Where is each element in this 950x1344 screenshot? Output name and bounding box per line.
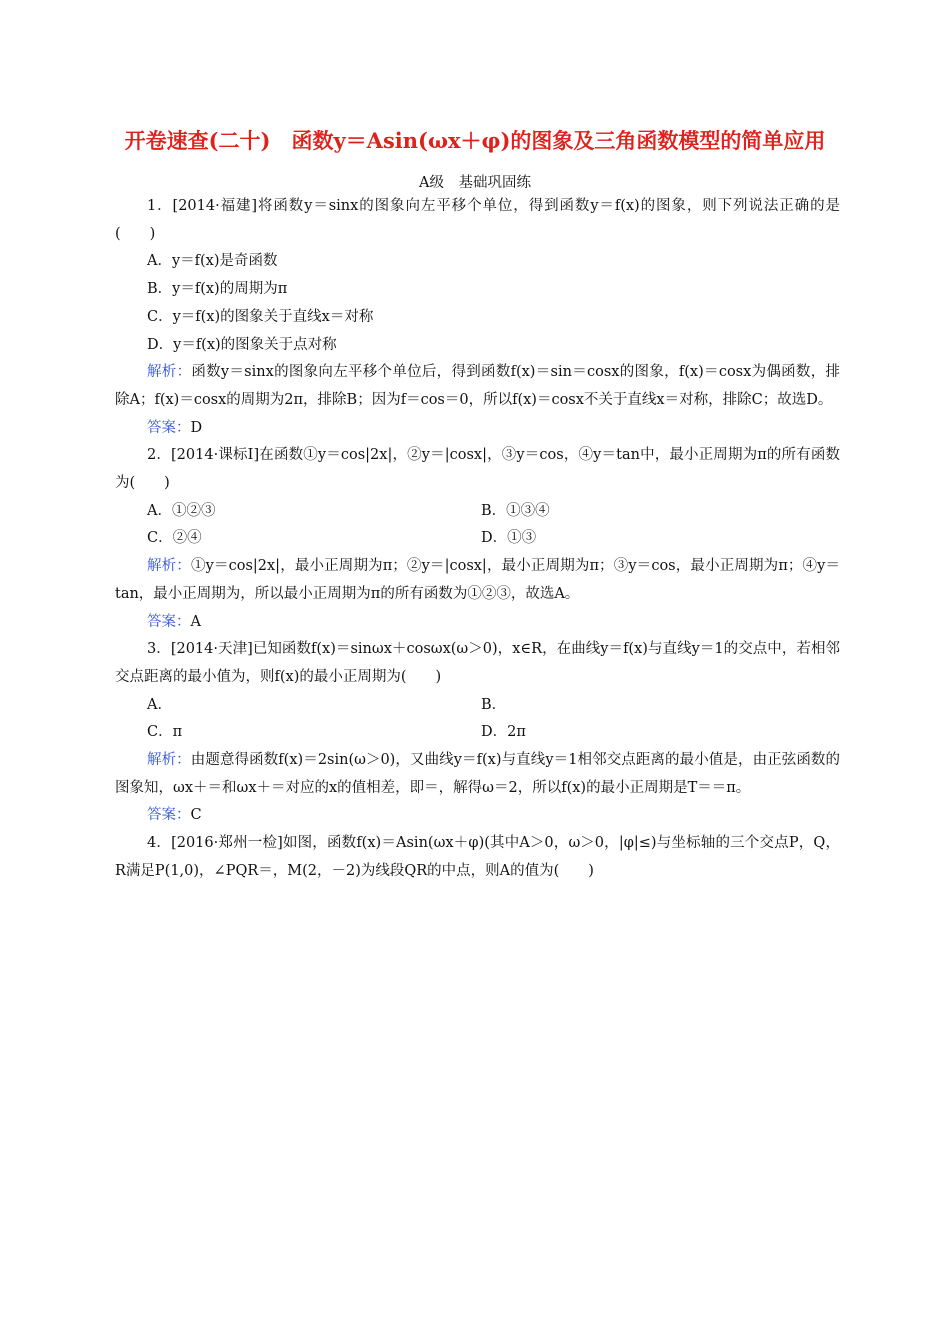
- analysis-text: 由题意得函数f(x)＝2sin(ω＞0)，又曲线y＝f(x)与直线y＝1相邻交点距离的最小值是，由正弦函数的图象知，ωx＋＝和ωx＋＝对应的x的值相差，即＝，解得ω＝2，所以f(x)的最小正周期是T＝＝π。: [115, 752, 841, 796]
- answer-value: C: [190, 807, 202, 824]
- analysis-label: 解析：: [147, 364, 192, 381]
- analysis-text: 函数y＝sinx的图象向左平移个单位后，得到函数f(x)＝sin＝cosx的图象，f(x)＝cosx为偶函数，排除A；f(x)＝cosx的周期为2π，排除B；因为f＝cos＝0，所以f(x)＝cosx不关于直线x＝对称，排除C；故选D。: [115, 364, 841, 408]
- question-1-answer: [115, 415, 840, 443]
- answer-value: A: [190, 613, 201, 630]
- q2-options-row-2: [115, 525, 840, 553]
- document-body: [115, 193, 840, 886]
- answer-label: 答案：: [147, 613, 191, 630]
- answer-label: 答案：: [147, 807, 191, 824]
- question-2-stem: 2．[2014·课标Ⅰ]在函数①y＝cos|2x|，②y＝|cosx|，③y＝cos，④y＝tan中，最小正周期为π的所有函数为( ): [115, 447, 840, 492]
- analysis-label: 解析：: [147, 558, 191, 575]
- question-2-analysis: [115, 553, 840, 608]
- section-heading: A级 基础巩固练: [419, 175, 531, 191]
- q3-options-row-2: [115, 719, 840, 747]
- q1-option-b: B．y＝f(x)的周期为π: [147, 281, 288, 298]
- q3-options-row-1: [115, 692, 840, 720]
- q3-option-b: B．: [481, 696, 507, 713]
- q3-option-a: A．: [147, 696, 172, 713]
- page-title: 开卷速查(二十) 函数y＝Asin(ωx＋φ)的图象及三角函数模型的简单应用: [124, 128, 826, 153]
- answer-label: 答案：: [147, 419, 191, 436]
- analysis-text: ①y＝cos|2x|，最小正周期为π；②y＝|cosx|，最小正周期为π；③y＝cos，最小正周期为π；④y＝tan，最小正周期为，所以最小正周期为π的所有函数为①②③，故选A。: [115, 558, 840, 602]
- analysis-label: 解析：: [147, 752, 191, 769]
- question-1-stem: 1．[2014·福建]将函数y＝sinx的图象向左平移个单位，得到函数y＝f(x)的图象，则下列说法正确的是( ): [115, 198, 840, 242]
- q1-option-c: C．y＝f(x)的图象关于直线x＝对称: [147, 308, 374, 325]
- question-3-answer: [115, 802, 840, 830]
- q1-option-d: D．y＝f(x)的图象关于点对称: [147, 336, 337, 353]
- question-4-stem: 4．[2016·郑州一检]如图，函数f(x)＝Asin(ωx＋φ)(其中A＞0，ω＞0，|φ|≤)与坐标轴的三个交点P，Q，R满足P(1,0)，∠PQR＝，M(2，－2)为线段QR的中点，则A的值为( ): [115, 835, 840, 879]
- question-3-analysis: [115, 747, 840, 802]
- question-1-analysis: [115, 359, 840, 414]
- q2-option-b: B．①③④: [481, 502, 550, 519]
- q1-option-a: A．y＝f(x)是奇函数: [147, 253, 278, 270]
- q2-option-d: D．①③: [481, 530, 537, 547]
- q2-options-row-1: [115, 498, 840, 526]
- question-3-stem: 3．[2014·天津]已知函数f(x)＝sinωx＋cosωx(ω＞0)，x∈R，在曲线y＝f(x)与直线y＝1的交点中，若相邻交点距离的最小值为，则f(x)的最小正周期为( ): [115, 641, 840, 685]
- q3-option-d: D．2π: [481, 724, 526, 741]
- answer-value: D: [190, 419, 203, 436]
- q2-option-a: A．①②③: [147, 502, 216, 519]
- q3-option-c: C．π: [147, 724, 183, 741]
- question-2-answer: [115, 609, 840, 637]
- q2-option-c: C．②④: [147, 530, 202, 547]
